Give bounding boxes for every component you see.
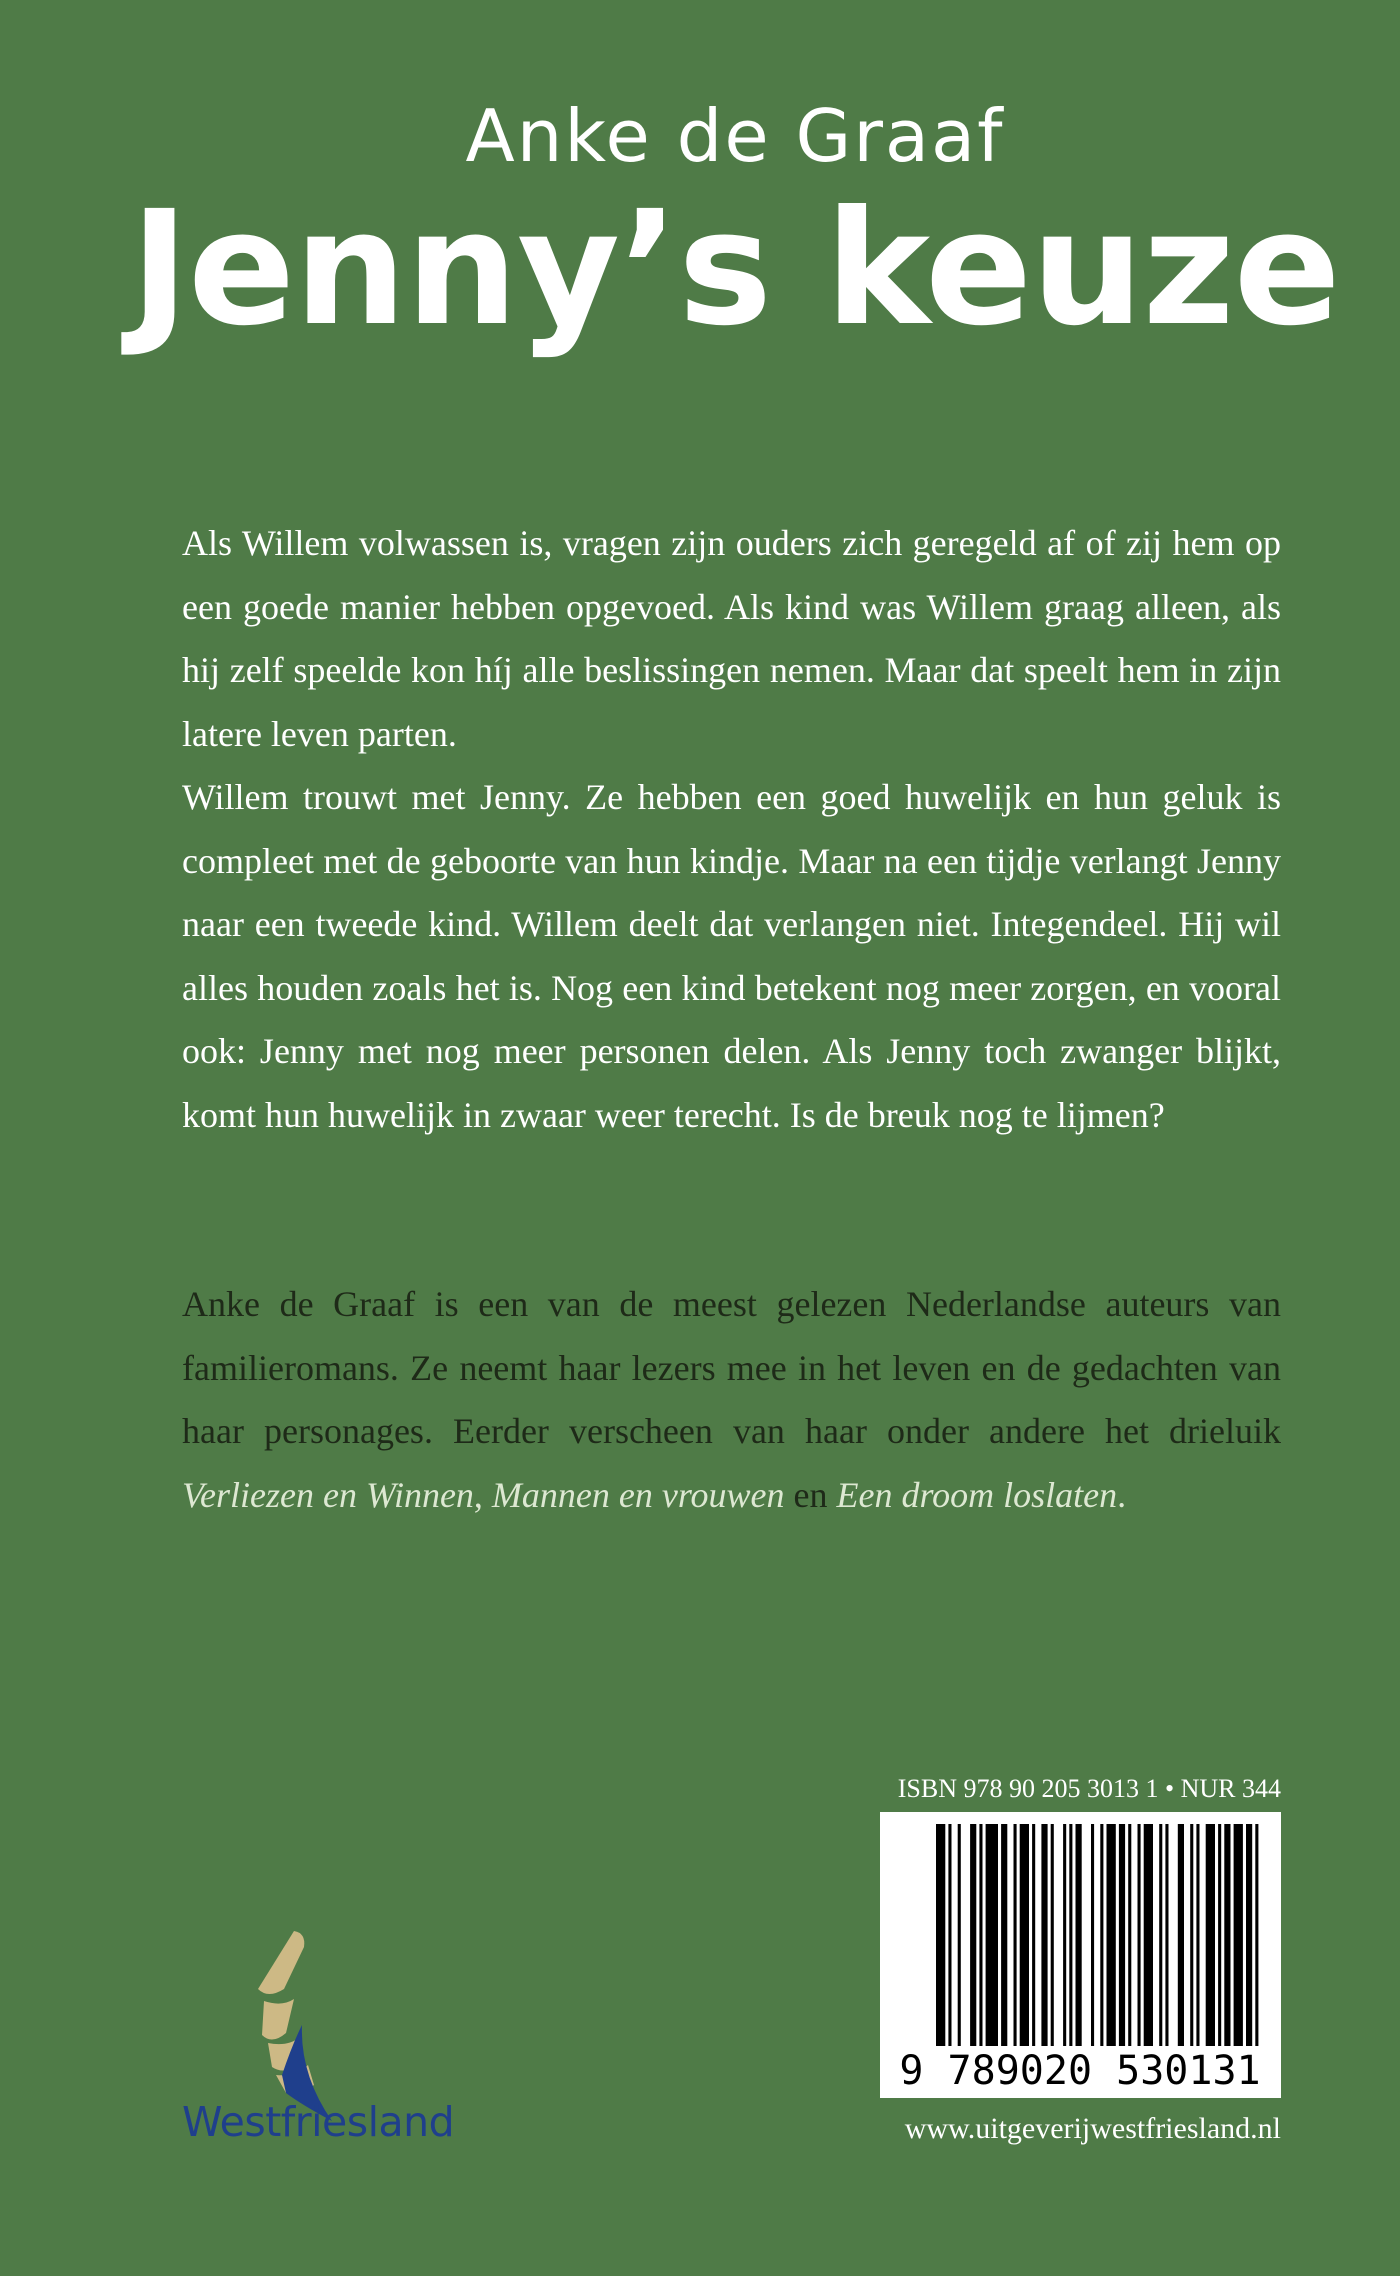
barcode-bar xyxy=(1020,1824,1029,2046)
barcode-bar xyxy=(1144,1824,1153,2046)
website-link[interactable]: www.uitgeverijwestfriesland.nl xyxy=(904,2112,1281,2145)
book-title-3: Een droom loslaten xyxy=(836,1474,1118,1515)
bio-text: Anke de Graaf is een van de meest gelezen Nederlandse auteurs van familieromans. Ze neemt haar lezers mee in het leven en de gedachten van haar personages. Eerder verscheen van haar onder andere het drieluik xyxy=(182,1284,1281,1451)
barcode-bar xyxy=(1069,1824,1072,2046)
barcode-bar xyxy=(986,1824,998,2046)
blurb xyxy=(182,512,1281,1147)
barcode-bar xyxy=(1246,1824,1252,2046)
barcode-bar xyxy=(970,1824,976,2046)
barcode-bar xyxy=(1255,1824,1258,2046)
publisher-name: Westfriesland xyxy=(182,2098,455,2146)
barcode-bar xyxy=(1063,1824,1066,2046)
barcode-bar xyxy=(1159,1824,1162,2046)
barcode-bar xyxy=(1032,1824,1035,2046)
blurb-paragraph-1: Als Willem volwassen is, vragen zijn ouders zich geregeld af of zij hem op een goede manier hebben opgevoed. Als kind was Willem graag alleen, als hij zelf speelde kon híj alle beslissingen nemen. Maar dat speelt hem in zijn latere leven parten. xyxy=(182,523,1281,754)
barcode-bar xyxy=(979,1824,982,2046)
barcode-bar xyxy=(1206,1824,1215,2046)
bio-separator-2: en xyxy=(784,1474,837,1515)
barcode-bar xyxy=(1001,1824,1007,2046)
barcode-bar xyxy=(1178,1824,1184,2046)
blurb-paragraph-2: Willem trouwt met Jenny. Ze hebben een goed huwelijk en hun geluk is compleet met de geboorte van hun kindje. Maar na een tijdje verlangt Jenny naar een tweede kind. Willem deelt dat verlangen niet. Integendeel. Hij wil alles houden zoals het is. Nog een kind betekent nog meer zorgen, en vooral ook: Jenny met nog meer personen delen. Als Jenny toch zwanger blijkt, komt hun huwelijk in zwaar weer terecht. Is de breuk nog te lijmen? xyxy=(182,777,1281,1135)
barcode-bar xyxy=(1234,1824,1243,2046)
barcode-bar xyxy=(1014,1824,1017,2046)
barcode-bar xyxy=(1138,1824,1141,2046)
barcode-bar xyxy=(1107,1824,1116,2046)
barcode-bar xyxy=(936,1824,945,2046)
barcode-bar xyxy=(1041,1824,1047,2046)
barcode-bar xyxy=(1051,1824,1054,2046)
barcode-digits: 9 789020 530131 xyxy=(899,2048,1261,2094)
barcode-bar xyxy=(958,1824,961,2046)
barcode-bar xyxy=(1190,1824,1193,2046)
barcode xyxy=(880,1812,1281,2098)
book-title-1: Verliezen en Winnen xyxy=(182,1474,474,1515)
barcode-bar xyxy=(1196,1824,1199,2046)
book-title-2: Mannen en vrouwen xyxy=(491,1474,785,1515)
bio-separator-1: , xyxy=(473,1474,492,1515)
barcode-bars xyxy=(880,1812,1281,2098)
barcode-bar xyxy=(1091,1824,1094,2046)
book-title: Jenny’s keuze xyxy=(130,177,1340,361)
barcode-bar xyxy=(1119,1824,1125,2046)
barcode-bar xyxy=(948,1824,951,2046)
barcode-bar xyxy=(1076,1824,1082,2046)
isbn-label: ISBN 978 90 205 3013 1 • NUR 344 xyxy=(897,1774,1281,1803)
author-bio xyxy=(182,1273,1281,1527)
author-name: Anke de Graaf xyxy=(465,94,1005,178)
barcode-bar xyxy=(1218,1824,1221,2046)
barcode-bar xyxy=(1165,1824,1168,2046)
barcode-bar xyxy=(1224,1824,1230,2046)
barcode-bar xyxy=(1128,1824,1131,2046)
bio-end: . xyxy=(1117,1474,1127,1515)
barcode-bar xyxy=(1100,1824,1103,2046)
